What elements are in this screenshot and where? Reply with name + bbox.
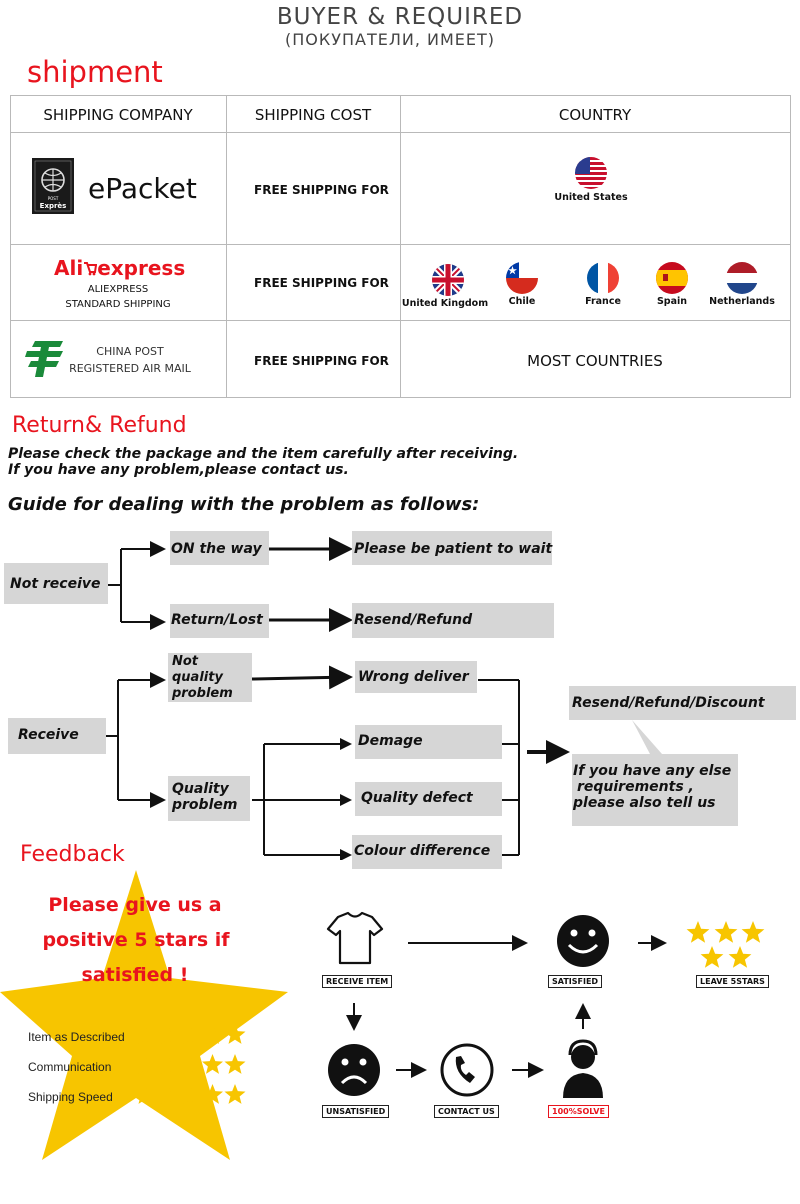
step-contact-us: CONTACT US [434,1105,499,1118]
chile-flag-icon [506,262,538,294]
tshirt-icon [328,913,382,963]
else-line3: please also tell us [573,795,716,811]
aliexpress-line2: STANDARD SHIPPING [65,299,171,310]
leave-star [715,921,738,943]
guide-title: Guide for dealing with the problem as follows: [8,494,480,515]
most-countries-text: MOST COUNTRIES [527,352,663,370]
receive-label: Receive [18,727,79,743]
rating-star [225,1084,246,1104]
wrong-deliver-label: Wrong deliver [358,669,469,685]
quality-defect-label: Quality defect [361,790,473,806]
rating-star [225,1054,246,1074]
step-satisfied: SATISFIED [548,975,602,988]
leave-star [729,946,752,968]
aliexpress-line1: ALIEXPRESS [87,284,149,295]
leave-star [701,946,724,968]
resend-refund-label: Resend/Refund [354,612,473,628]
step-leave-stars: LEAVE 5STARS [696,975,769,988]
row1-cost: FREE SHIPPING FOR [254,183,389,197]
page-subtitle: (ПОКУПАТЕЛИ, ИМЕЕТ) [284,30,495,49]
rating-star [135,1054,156,1074]
feedback-ask-line1: Please give us a [48,894,222,916]
row3-cost: FREE SHIPPING FOR [254,354,389,368]
country-label-uk: United Kingdom [401,298,489,309]
svg-text:Exprès: Exprès [39,202,67,210]
step-solve: 100%SOLVE [548,1105,609,1118]
rating-label-shipping: Shipping Speed [28,1090,113,1104]
aliexpress-logo: Ali express [54,256,186,280]
rating-label-communication: Communication [28,1060,112,1074]
leave-star [742,921,765,943]
not-quality-line1: Not [172,654,199,669]
row2-cost: FREE SHIPPING FOR [254,276,389,290]
colour-difference-label: Colour difference [354,843,491,859]
spain-flag-icon [656,262,688,294]
country-label-france: France [585,296,621,307]
rating-star [135,1084,156,1104]
rating-star [157,1054,178,1074]
resolution-label: Resend/Refund/Discount [572,695,765,711]
refund-intro-line1: Please check the package and the item carefully after receiving. [8,446,519,462]
rating-star [180,1024,201,1044]
netherlands-flag-icon [726,262,758,294]
on-the-way-label: ON the way [171,541,262,557]
else-line1: If you have any else [573,763,732,779]
phone-icon [442,1045,492,1095]
feedback-heading: Feedback [20,842,125,867]
else-line2: requirements , [577,779,694,795]
rating-star [225,1024,246,1044]
cart-icon [83,260,97,276]
refund-intro-line2: If you have any problem,please contact us. [8,462,349,478]
quality-problem-line1: Quality [172,781,229,797]
refund-heading: Return& Refund [12,413,187,438]
column-header-company: SHIPPING COMPANY [43,106,193,124]
quality-problem-line2: problem [172,797,238,813]
country-label-us: United States [554,192,628,203]
rating-star [202,1054,223,1074]
post-express-icon [32,158,74,214]
china-post-line2: REGISTERED AIR MAIL [69,362,191,375]
rating-star [157,1024,178,1044]
rating-stars [134,1023,246,1113]
page-title: BUYER & REQUIRED [276,4,524,30]
be-patient-label: Please be patient to wait [354,541,553,557]
rating-star [135,1024,156,1044]
not-quality-line3: problem [172,686,233,701]
column-header-country: COUNTRY [558,106,632,124]
leave-stars-icon [686,920,766,972]
rating-star [180,1054,201,1074]
rating-star [202,1024,223,1044]
not-quality-line2: quality [172,670,223,685]
return-lost-label: Return/Lost [171,612,263,628]
shipment-heading: shipment [27,55,163,89]
country-label-chile: Chile [508,296,536,307]
country-label-netherlands: Netherlands [709,296,775,307]
china-post-line1: CHINA POST [96,345,164,358]
rating-label-item: Item as Described [28,1030,125,1044]
epacket-logo [32,158,74,214]
sad-face-icon [328,1044,380,1096]
rating-star [157,1084,178,1104]
demage-label: Demage [358,733,423,749]
rating-star [180,1084,201,1104]
support-agent-icon [563,1041,603,1098]
column-header-cost: SHIPPING COST [254,106,372,124]
france-flag-icon [587,262,619,294]
step-unsatisfied: UNSATISFIED [322,1105,389,1118]
step-receive-item: RECEIVE ITEM [322,975,392,988]
feedback-ask-line2: positive 5 stars if [42,929,230,951]
china-post-icon [25,339,65,384]
feedback-ask-line3: satisfied ! [81,964,189,986]
svg-text:POST: POST [47,196,59,201]
uk-flag-icon [432,264,464,296]
smiley-icon [557,915,609,967]
rating-star [202,1084,223,1104]
epacket-name: ePacket [88,172,197,205]
not-receive-label: Not receive [10,576,101,592]
leave-star [687,921,710,943]
us-flag-icon [575,157,607,189]
country-label-spain: Spain [656,296,688,307]
